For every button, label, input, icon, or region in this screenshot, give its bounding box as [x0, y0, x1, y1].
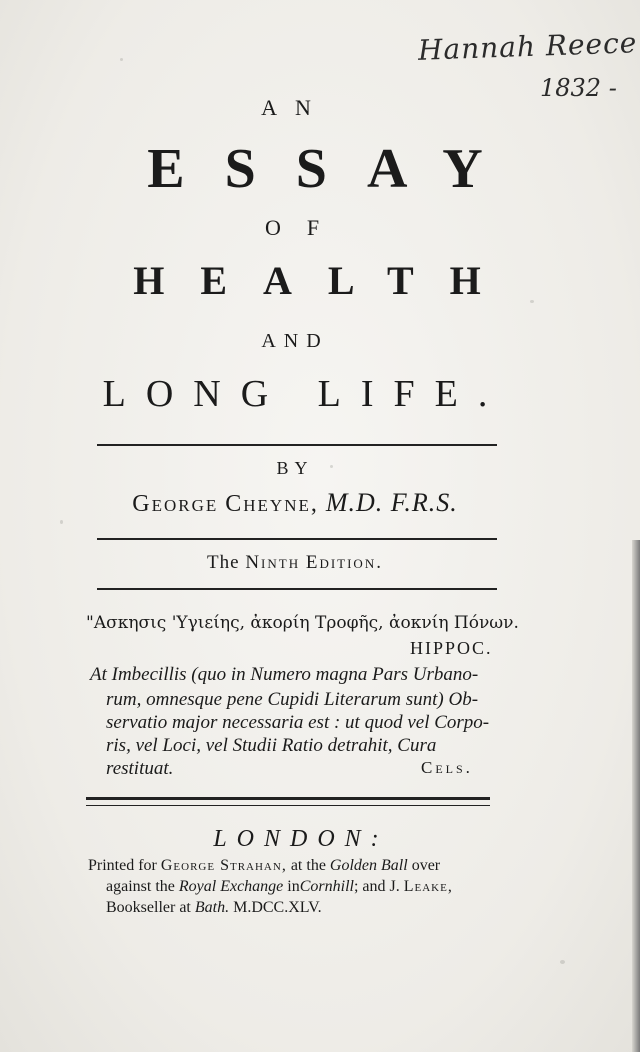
imprint-town: Bath. — [194, 899, 230, 916]
edition-article: The — [207, 552, 240, 573]
title-of: OF — [264, 215, 346, 240]
double-rule-top — [86, 797, 490, 800]
edition-line — [0, 552, 590, 574]
epigraph-latin-source: Cels. — [421, 758, 473, 777]
rule-divider — [97, 588, 497, 590]
imprint-text: in — [287, 878, 300, 895]
imprint-place: Royal Exchange — [178, 878, 284, 895]
title-long-life: LONG LIFE. — [102, 373, 508, 415]
imprint-text: ; and J. — [353, 878, 400, 895]
imprint-bookseller-name: Leake, — [403, 878, 453, 895]
rule-divider — [97, 538, 497, 540]
imprint-printer-name: George Strahan, — [160, 857, 287, 874]
imprint-date: M.DCC.XLV. — [233, 899, 322, 916]
epigraph-latin-line: ris, vel Loci, vel Studii Ratio detrahit, Cura — [106, 735, 437, 756]
imprint-city: LONDON: — [213, 826, 389, 852]
author-degrees: M.D. F.R.S. — [325, 488, 458, 517]
title-an: AN — [261, 95, 329, 120]
imprint-text: over — [411, 857, 441, 874]
edition-ordinal: Ninth — [245, 552, 301, 573]
imprint-text: against the — [106, 878, 175, 895]
imprint-text: Printed for — [88, 857, 157, 874]
paper-speck — [560, 960, 565, 964]
imprint-line-1 — [88, 857, 440, 875]
imprint-line-2 — [106, 878, 453, 896]
rule-divider — [97, 444, 497, 446]
title-and: AND — [261, 330, 329, 352]
epigraph-greek: "Ασκησις 'Υγιείης, ἀκορίη Τροφῆς, ἀοκνίη Πόνων. — [86, 613, 519, 633]
imprint-text: Bookseller at — [106, 899, 191, 916]
epigraph-latin-line: At Imbecillis (quo in Numero magna Pars Urbano- — [90, 664, 479, 685]
author-first-name: George — [132, 491, 219, 517]
epigraph-greek-source: HIPPOC. — [410, 638, 493, 658]
author-line — [0, 488, 590, 518]
title-essay: ESSAY — [147, 138, 523, 200]
epigraph-latin-line: servatio major necessaria est : ut quod vel Corpo- — [106, 712, 490, 733]
imprint-text: at the — [290, 857, 326, 874]
epigraph-latin-line: restituat. — [106, 758, 174, 779]
spine-shadow — [632, 540, 640, 1052]
edition-word: Edition. — [305, 552, 383, 573]
signature-year: 1832 - — [540, 74, 617, 102]
title-health: HEALTH — [133, 258, 517, 303]
imprint-sign: Golden Ball — [329, 857, 408, 874]
double-rule-bottom — [86, 805, 490, 806]
paper-speck — [60, 520, 63, 524]
imprint-street: Cornhill — [299, 878, 354, 895]
epigraph-latin-line: rum, omnesque pene Cupidi Literarum sunt) Ob- — [106, 689, 479, 710]
imprint-line-3 — [106, 899, 322, 917]
author-last-name: Cheyne, — [225, 491, 319, 517]
author-by: BY — [276, 458, 314, 478]
paper-speck — [120, 58, 123, 61]
signature-name: Hannah Reece — [417, 26, 638, 67]
